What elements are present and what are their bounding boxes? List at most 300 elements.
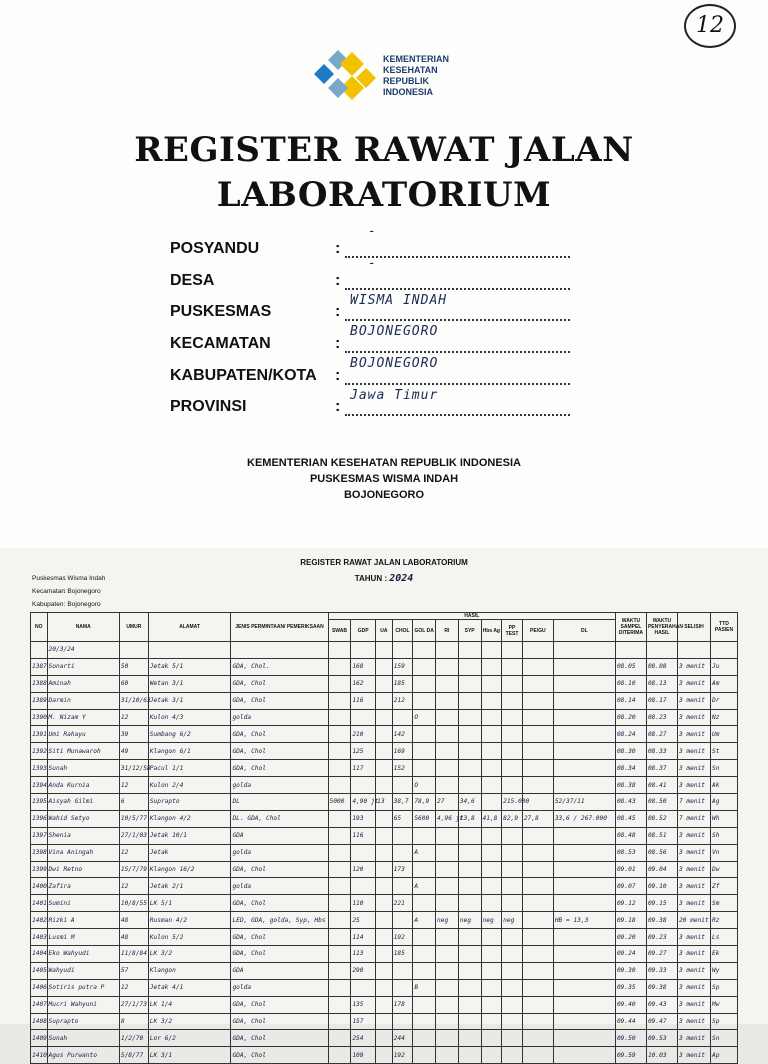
cell-no: 1397	[31, 827, 48, 844]
cell-jenis: GDA, Chol	[231, 692, 328, 709]
cell-chol	[392, 827, 413, 844]
cell-ri	[436, 895, 459, 912]
cell-ttd: Sn	[711, 1030, 738, 1047]
table-row	[31, 844, 738, 861]
cell-wh: 09.38	[646, 912, 677, 929]
cell-umur: 39	[119, 726, 148, 743]
cell-umur: 31/10/63	[119, 692, 148, 709]
cell-gol	[413, 1030, 436, 1047]
cell-dl	[553, 844, 615, 861]
table-row	[31, 827, 738, 844]
field-value-kecamatan: BOJONEGORO	[350, 324, 439, 339]
cell-ttd: Dr	[711, 692, 738, 709]
cell-gol	[413, 675, 436, 692]
cell-nama: Umi Rahayu	[47, 726, 119, 743]
cell-ttd: Vn	[711, 844, 738, 861]
cell-chol	[392, 912, 413, 929]
cell-gdp: 290	[351, 962, 376, 979]
cell-ri	[436, 658, 459, 675]
cell-ri	[436, 1013, 459, 1030]
table-row	[31, 709, 738, 726]
cell-umur: 27/1/03	[119, 827, 148, 844]
cell-alamat: Kulon 5/2	[148, 929, 231, 946]
cell-syp	[458, 878, 481, 895]
cell-swab	[328, 979, 351, 996]
cell-nama: Mucri Wahyuni	[47, 996, 119, 1013]
cell-umur: 12	[119, 878, 148, 895]
cell-umur: 49	[119, 743, 148, 760]
cell-gol	[413, 726, 436, 743]
cell-gol: A	[413, 844, 436, 861]
col-jenis: JENIS PERMINTAAN/ PEMERIKSAAN	[231, 613, 328, 642]
cell-pegu	[522, 777, 553, 794]
cell-dl: 52/37/11	[553, 794, 615, 811]
cell-swab	[328, 675, 351, 692]
cell-nama: Shenia	[47, 827, 119, 844]
cell-hbs	[481, 827, 502, 844]
cell-hbs	[481, 692, 502, 709]
cell-ttd: St	[711, 743, 738, 760]
cell-pp	[502, 743, 523, 760]
table-row	[31, 996, 738, 1013]
cell-no: 1389	[31, 692, 48, 709]
cell-wh: 09.04	[646, 861, 677, 878]
cell-wh: 09.47	[646, 1013, 677, 1030]
cell-gol	[413, 895, 436, 912]
cell-ua	[376, 1013, 393, 1030]
cell-gdp: 125	[351, 743, 376, 760]
cell-chol: 185	[392, 675, 413, 692]
cell-no: 1395	[31, 794, 48, 811]
cell-dl	[553, 777, 615, 794]
cell-jenis: golda	[231, 709, 328, 726]
cell-swab	[328, 1030, 351, 1047]
cell-ua	[376, 827, 393, 844]
field-label-kecamatan: KECAMATAN	[170, 335, 271, 352]
cell-ri	[436, 692, 459, 709]
cell-hbs	[481, 675, 502, 692]
cell-ws: 09.18	[615, 912, 646, 929]
cell-syp: 34,6	[458, 794, 481, 811]
cell-sel: 20 menit	[677, 912, 710, 929]
cell-chol	[392, 1013, 413, 1030]
cell-dl	[553, 962, 615, 979]
cell-ri	[436, 1047, 459, 1064]
table-row	[31, 743, 738, 760]
cell-ri	[436, 827, 459, 844]
table-row	[31, 675, 738, 692]
cell-ua	[376, 878, 393, 895]
cell-syp: neg	[458, 912, 481, 929]
cell-jenis: GDA, Chol	[231, 726, 328, 743]
cell-nama: Rizki A	[47, 912, 119, 929]
cell-hbs: neg	[481, 912, 502, 929]
cell-ttd: Sh	[711, 827, 738, 844]
cell-ws: 09.44	[615, 1013, 646, 1030]
field-value-provinsi: Jawa Timur	[350, 388, 439, 403]
cell-sel: 3 menit	[677, 946, 710, 963]
cell-jenis: GDA, Chol.	[231, 658, 328, 675]
cell-nama: Sunah	[47, 1030, 119, 1047]
field-value-puskesmas: WISMA INDAH	[350, 293, 448, 308]
table-row	[31, 895, 738, 912]
cell-ri	[436, 962, 459, 979]
cell-alamat: Jetak 5/1	[148, 658, 231, 675]
cell-pegu	[522, 878, 553, 895]
cell-gol	[413, 946, 436, 963]
cell-gdp: 116	[351, 692, 376, 709]
cell-sel: 7 menit	[677, 794, 710, 811]
cell-gdp: 4,90 jt	[351, 794, 376, 811]
cell-dl	[553, 658, 615, 675]
cell-hbs	[481, 962, 502, 979]
cell-swab	[328, 777, 351, 794]
cell-no: 1387	[31, 658, 48, 675]
cell-dl	[553, 861, 615, 878]
cell-jenis: GDA, Chol	[231, 1047, 328, 1064]
cell-umur: 10/5/77	[119, 810, 148, 827]
cell-swab	[328, 827, 351, 844]
table-row	[31, 979, 738, 996]
cell-hbs	[481, 996, 502, 1013]
cell-pp	[502, 675, 523, 692]
cell-nama: Dwi Retno	[47, 861, 119, 878]
cell-dl	[553, 979, 615, 996]
col-ttd: TTD PASIEN	[711, 613, 738, 642]
cell-jenis: GDA, Chol	[231, 1013, 328, 1030]
register-year: TAHUN : 2024	[354, 573, 414, 584]
cell-syp	[458, 827, 481, 844]
cell-hbs	[481, 929, 502, 946]
cell-alamat: Kulon 2/4	[148, 777, 231, 794]
cell-gdp: 162	[351, 675, 376, 692]
table-row	[31, 861, 738, 878]
cell-hbs	[481, 844, 502, 861]
cell-swab	[328, 1047, 351, 1064]
cell-sel: 3 menit	[677, 658, 710, 675]
cell-alamat: Wetan 3/1	[148, 675, 231, 692]
cell-gol: A	[413, 912, 436, 929]
cell-no: 1410	[31, 1047, 48, 1064]
cell-syp	[458, 1013, 481, 1030]
table-row	[31, 760, 738, 777]
cell-ws: 08.05	[615, 658, 646, 675]
cell-dl	[553, 878, 615, 895]
cell-sel: 3 menit	[677, 827, 710, 844]
cell-wh: 08.13	[646, 675, 677, 692]
cell-sel: 3 menit	[677, 692, 710, 709]
cell-syp	[458, 1047, 481, 1064]
cell-jenis: GDA, Chol	[231, 895, 328, 912]
kemenkes-logo-icon	[318, 46, 376, 104]
cell-ws: 09.40	[615, 996, 646, 1013]
col-hbsag: Hbs Ag	[481, 620, 502, 642]
cell-ttd: Um	[711, 726, 738, 743]
cell-umur: 60	[119, 675, 148, 692]
cell-pp	[502, 946, 523, 963]
cell-syp	[458, 658, 481, 675]
cell-ua	[376, 760, 393, 777]
cell-pegu	[522, 726, 553, 743]
org-line1: KEMENTERIAN KESEHATAN REPUBLIK INDONESIA	[247, 457, 521, 469]
table-row	[31, 692, 738, 709]
cell-ua	[376, 675, 393, 692]
cell-ws: 08.48	[615, 827, 646, 844]
cell-ttd: Wh	[711, 810, 738, 827]
col-waktu-hasil: WAKTU PENYERAHAN HASIL	[646, 613, 677, 642]
cell-ws: 08.10	[615, 675, 646, 692]
cell-gol	[413, 743, 436, 760]
cell-ws: 08.14	[615, 692, 646, 709]
cell-sel: 3 menit	[677, 1047, 710, 1064]
cell-ttd: Ak	[711, 777, 738, 794]
cell-hbs: 41,8	[481, 810, 502, 827]
cell-gdp	[351, 878, 376, 895]
cell-umur: 1/2/70	[119, 1030, 148, 1047]
cell-ua	[376, 726, 393, 743]
cell-ttd: Ju	[711, 658, 738, 675]
cell-syp	[458, 1030, 481, 1047]
cell-pp: neg	[502, 912, 523, 929]
cell-pp	[502, 777, 523, 794]
register-table	[30, 612, 738, 1064]
table-row	[31, 794, 738, 811]
cell-pegu	[522, 743, 553, 760]
cell-gdp	[351, 844, 376, 861]
cell-hbs	[481, 1047, 502, 1064]
cell-ttd: Ap	[711, 1047, 738, 1064]
field-value-posyandu: -	[368, 224, 377, 239]
cell-hbs	[481, 658, 502, 675]
cell-jenis: GDA, Chol	[231, 1030, 328, 1047]
col-nama: NAMA	[47, 613, 119, 642]
cell-no: 1404	[31, 946, 48, 963]
cell-nama: Sunah	[47, 760, 119, 777]
cell-ua	[376, 844, 393, 861]
cell-nama: Sumini	[47, 895, 119, 912]
cell-pp	[502, 861, 523, 878]
cell-chol	[392, 878, 413, 895]
cell-pp	[502, 929, 523, 946]
cell-swab	[328, 709, 351, 726]
cell-ws: 09.59	[615, 1047, 646, 1064]
cell-gol: A	[413, 878, 436, 895]
cell-umur: 12	[119, 979, 148, 996]
cell-pegu	[522, 692, 553, 709]
cell-gdp: 254	[351, 1030, 376, 1047]
cell-alamat: Kulon 4/3	[148, 709, 231, 726]
table-row	[31, 878, 738, 895]
cell-pp	[502, 996, 523, 1013]
field-label-provinsi: PROVINSI	[170, 398, 247, 415]
cell-wh: 08.08	[646, 658, 677, 675]
cell-wh: 08.27	[646, 726, 677, 743]
cell-dl	[553, 827, 615, 844]
cell-pegu	[522, 1013, 553, 1030]
col-syp: SYP	[458, 620, 481, 642]
cell-ws: 08.53	[615, 844, 646, 861]
cell-chol: 212	[392, 692, 413, 709]
cell-ttd: Ek	[711, 946, 738, 963]
cell-ttd: Zf	[711, 878, 738, 895]
page-title-line1: REGISTER RAWAT JALAN	[134, 130, 634, 170]
cell-ttd: Am	[711, 675, 738, 692]
cell-ws: 08.24	[615, 726, 646, 743]
cell-jenis: golda	[231, 878, 328, 895]
cell-nama: Darmin	[47, 692, 119, 709]
cell-chol: 159	[392, 658, 413, 675]
cell-alamat: Rusman 4/2	[148, 912, 231, 929]
cell-alamat: Klangon 4/2	[148, 810, 231, 827]
cell-chol	[392, 777, 413, 794]
cell-wh: 09.23	[646, 929, 677, 946]
cell-no: 1405	[31, 962, 48, 979]
cell-chol: 185	[392, 946, 413, 963]
cell-wh: 09.15	[646, 895, 677, 912]
cell-no: 1396	[31, 810, 48, 827]
cell-alamat: Pacul 1/1	[148, 760, 231, 777]
cell-dl	[553, 675, 615, 692]
cell-pp	[502, 878, 523, 895]
cell-swab	[328, 895, 351, 912]
cell-ws: 09.30	[615, 962, 646, 979]
cell-ws: 09.12	[615, 895, 646, 912]
cell-umur: 5/8/77	[119, 1047, 148, 1064]
cell-no: 1388	[31, 675, 48, 692]
cell-syp	[458, 929, 481, 946]
cell-syp	[458, 777, 481, 794]
cell-pp	[502, 827, 523, 844]
col-dl: DL	[553, 620, 615, 642]
cell-gdp: 135	[351, 996, 376, 1013]
cell-jenis: GDA, Chol	[231, 946, 328, 963]
cell-gol	[413, 827, 436, 844]
cell-chol	[392, 709, 413, 726]
col-swab: SWAB	[328, 620, 351, 642]
cell-pp: 215.000	[502, 794, 523, 811]
cell-alamat: LK 5/1	[148, 895, 231, 912]
date-marker: 20/3/24	[47, 642, 119, 659]
cell-pegu	[522, 1030, 553, 1047]
cell-gdp: 110	[351, 895, 376, 912]
cell-pp	[502, 760, 523, 777]
cell-alamat: Jetak 2/1	[148, 878, 231, 895]
cell-ws: 08.43	[615, 794, 646, 811]
cell-wh: 10.03	[646, 1047, 677, 1064]
cell-no: 1402	[31, 912, 48, 929]
cell-umur: 12	[119, 844, 148, 861]
cell-umur: 12	[119, 777, 148, 794]
cell-no: 1390	[31, 709, 48, 726]
cell-swab	[328, 929, 351, 946]
cell-umur: 11/8/84	[119, 946, 148, 963]
cell-pegu	[522, 979, 553, 996]
cell-swab	[328, 743, 351, 760]
cell-no: 1394	[31, 777, 48, 794]
cell-wh: 09.10	[646, 878, 677, 895]
cell-sel: 3 menit	[677, 844, 710, 861]
cell-swab: 5000	[328, 794, 351, 811]
cell-ua	[376, 777, 393, 794]
org-line2: PUSKESMAS WISMA INDAH	[309, 473, 459, 485]
cell-sel: 3 menit	[677, 996, 710, 1013]
cell-gol	[413, 962, 436, 979]
cell-umur: 6	[119, 794, 148, 811]
cell-chol: 244	[392, 1030, 413, 1047]
cell-ttd: Sp	[711, 979, 738, 996]
cell-ri	[436, 675, 459, 692]
cell-chol: 192	[392, 1047, 413, 1064]
cell-nama: Sonarti	[47, 658, 119, 675]
cell-pp	[502, 1030, 523, 1047]
cell-dl: HB = 13,3	[553, 912, 615, 929]
cell-chol: 38,7	[392, 794, 413, 811]
cell-umur: 50	[119, 658, 148, 675]
cell-swab	[328, 692, 351, 709]
cell-pegu	[522, 658, 553, 675]
cell-hbs	[481, 726, 502, 743]
cell-hbs	[481, 861, 502, 878]
cell-nama: Sotiris putra P	[47, 979, 119, 996]
cell-sel: 3 menit	[677, 777, 710, 794]
cell-dl	[553, 895, 615, 912]
cell-gdp: 193	[351, 810, 376, 827]
cell-ws: 09.07	[615, 878, 646, 895]
logo-text: KEMENTERIAN KESEHATAN REPUBLIK INDONESIA	[383, 54, 450, 97]
cell-gol: O	[413, 709, 436, 726]
cell-ttd: Ag	[711, 794, 738, 811]
cell-swab	[328, 658, 351, 675]
cell-jenis: GDA, Chol	[231, 861, 328, 878]
table-row	[31, 1030, 738, 1047]
cell-ttd: Wy	[711, 962, 738, 979]
cell-gol	[413, 1013, 436, 1030]
cell-hbs	[481, 1013, 502, 1030]
cell-jenis: DL	[231, 794, 328, 811]
cell-alamat: LK 3/2	[148, 946, 231, 963]
cell-ri	[436, 743, 459, 760]
cell-ua	[376, 658, 393, 675]
cell-wh: 09.33	[646, 962, 677, 979]
cell-jenis: LED, GDA, golda, Syp, Hbs	[231, 912, 328, 929]
table-row	[31, 946, 738, 963]
col-pptest: PP TEST	[502, 620, 523, 642]
cell-gdp: 114	[351, 929, 376, 946]
cell-nama: Agus Purwanto	[47, 1047, 119, 1064]
cell-swab	[328, 996, 351, 1013]
cell-jenis: golda	[231, 979, 328, 996]
cell-syp	[458, 962, 481, 979]
cell-syp	[458, 996, 481, 1013]
cell-wh: 09.38	[646, 979, 677, 996]
cell-syp	[458, 861, 481, 878]
cell-chol: 173	[392, 861, 413, 878]
cell-gol	[413, 996, 436, 1013]
cell-syp	[458, 844, 481, 861]
cell-pp	[502, 726, 523, 743]
cell-gol	[413, 760, 436, 777]
cell-wh: 08.41	[646, 777, 677, 794]
cell-umur: 31/12/58	[119, 760, 148, 777]
cell-sel: 3 menit	[677, 929, 710, 946]
cell-sel: 7 menit	[677, 810, 710, 827]
cell-ttd: Dw	[711, 861, 738, 878]
cell-sel: 3 menit	[677, 675, 710, 692]
cell-sel: 3 menit	[677, 1030, 710, 1047]
cell-gol	[413, 658, 436, 675]
cell-alamat: Jetak 10/1	[148, 827, 231, 844]
cell-swab	[328, 844, 351, 861]
